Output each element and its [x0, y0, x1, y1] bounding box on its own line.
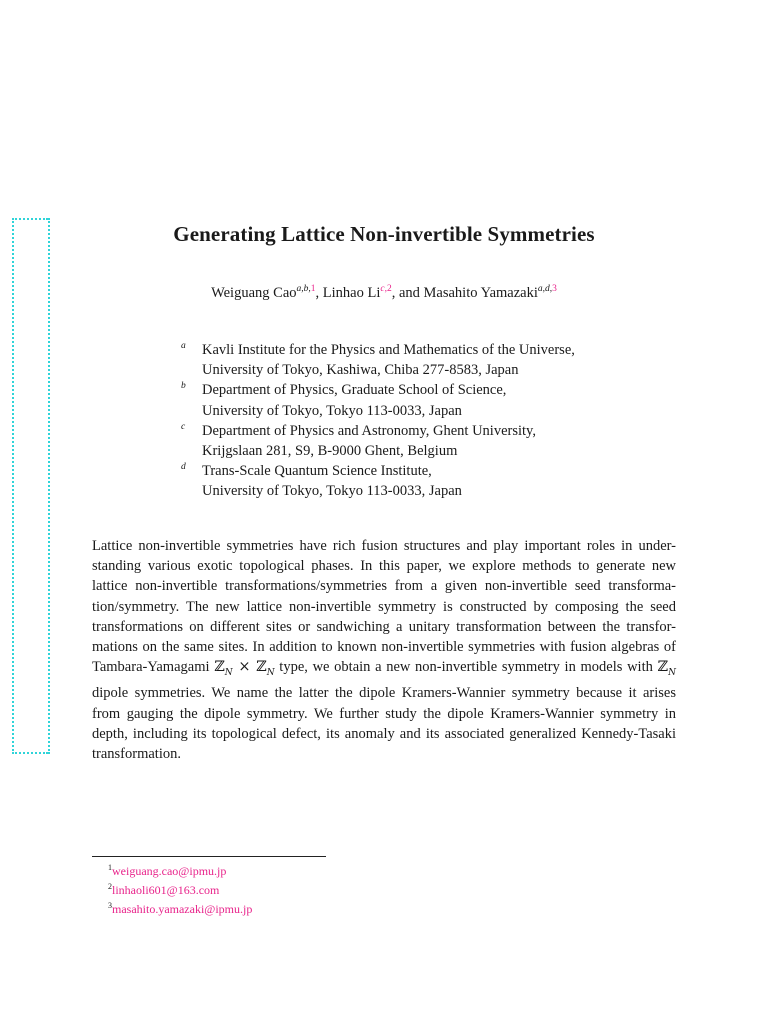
author-affiliation-mark: a,d,	[537, 284, 553, 294]
affiliation-a	[178, 340, 648, 380]
abstract-line: transformation.	[92, 745, 181, 762]
author-line	[0, 284, 768, 302]
abstract-line: tion/symmetry. The new lattice non-invertible symmetry is constructed by composing the seed	[92, 598, 676, 615]
footnote-1	[108, 860, 252, 879]
email-link[interactable]: linhaoli601@163.com	[112, 883, 220, 897]
abstract-line: transformations on different sites or sandwiching a unitary transformation between the transfor-	[92, 618, 676, 635]
footnote-number: 3	[108, 901, 112, 910]
author-affiliation-mark: a,b,	[296, 284, 311, 294]
affiliations	[178, 340, 648, 502]
math-z: ℤ	[256, 659, 267, 676]
email-link[interactable]: weiguang.cao@ipmu.jp	[112, 864, 227, 878]
author-name: Linhao Li	[322, 285, 381, 301]
affiliation-d	[178, 461, 648, 501]
email-link[interactable]: masahito.yamazaki@ipmu.jp	[112, 902, 253, 916]
affiliation-mark: a	[181, 341, 186, 351]
zn-math	[657, 659, 676, 679]
abstract-text: type, we obtain a new non-invertible symmetry in models with	[274, 659, 658, 676]
abstract-line: dipole symmetries. We name the latter the dipole Kramers-Wannier symmetry because it arises	[92, 685, 676, 702]
math-times: ×	[238, 659, 251, 676]
footnotes	[108, 860, 252, 917]
affiliation-line: Trans-Scale Quantum Science Institute,	[202, 463, 432, 480]
footnote-rule	[92, 856, 326, 857]
footnote-link[interactable]: 1	[310, 284, 316, 294]
math-z: ℤ	[214, 659, 225, 676]
abstract-line: standing various exotic topological phases. In this paper, we explore methods to generate new	[92, 558, 676, 575]
author-name: Masahito Yamazaki	[423, 285, 538, 301]
footnote-link[interactable]: 3	[552, 284, 557, 294]
math-sub: N	[224, 668, 233, 679]
abstract-line: depth, including its topological defect, its anomaly and its associated generalized Kennedy-Tasaki	[92, 725, 676, 742]
author-separator: , and	[391, 285, 424, 301]
affiliation-line: University of Tokyo, Kashiwa, Chiba 277-8583, Japan	[202, 362, 519, 379]
author-affiliation-mark[interactable]: c,	[380, 284, 387, 294]
affiliation-b	[178, 380, 648, 420]
abstract-line-math	[92, 657, 676, 683]
author-separator: ,	[315, 285, 323, 301]
affiliation-line: Krijgslaan 281, S9, B-9000 Ghent, Belgium	[202, 443, 458, 460]
author-name: Weiguang Cao	[211, 285, 297, 301]
abstract-text: Tambara-Yamagami	[92, 659, 215, 676]
math-sub: N	[266, 668, 275, 679]
affiliation-line: Department of Physics and Astronomy, Ghent University,	[202, 422, 536, 439]
abstract-line: Lattice non-invertible symmetries have rich fusion structures and play important roles in under-	[92, 538, 676, 554]
paper-title: Generating Lattice Non-invertible Symmetries	[173, 222, 595, 246]
link-border-bottom	[12, 752, 48, 754]
footnote-number: 2	[108, 882, 112, 891]
affiliation-mark: d	[181, 462, 186, 473]
affiliation-mark: c	[181, 421, 186, 432]
abstract-line: lattice non-invertible transformations/symmetries from a given non-invertible seed transforma-	[92, 578, 676, 595]
abstract	[92, 536, 676, 764]
link-border-top	[12, 218, 48, 220]
zn-times-zn-math	[214, 659, 275, 679]
footnote-3	[108, 898, 252, 917]
affiliation-line: Department of Physics, Graduate School of Science,	[202, 382, 507, 399]
footnote-link[interactable]: 2	[386, 284, 392, 294]
affiliation-line: University of Tokyo, Tokyo 113-0033, Japan	[202, 483, 462, 500]
footnote-2	[108, 879, 252, 898]
math-z: ℤ	[657, 659, 669, 676]
abstract-line: mations on the same sites. In addition to known non-invertible symmetries with fusion algebras of	[92, 639, 676, 656]
affiliation-line: University of Tokyo, Tokyo 113-0033, Japan	[202, 402, 462, 419]
affiliation-line: Kavli Institute for the Physics and Mathematics of the Universe,	[202, 342, 575, 358]
footnote-number: 1	[108, 863, 112, 872]
abstract-line: from gauging the dipole symmetry. We further study the dipole Kramers-Wannier symmetry in	[92, 705, 676, 722]
math-sub: N	[668, 668, 676, 679]
affiliation-c	[178, 421, 648, 461]
affiliation-mark: b	[181, 381, 186, 392]
